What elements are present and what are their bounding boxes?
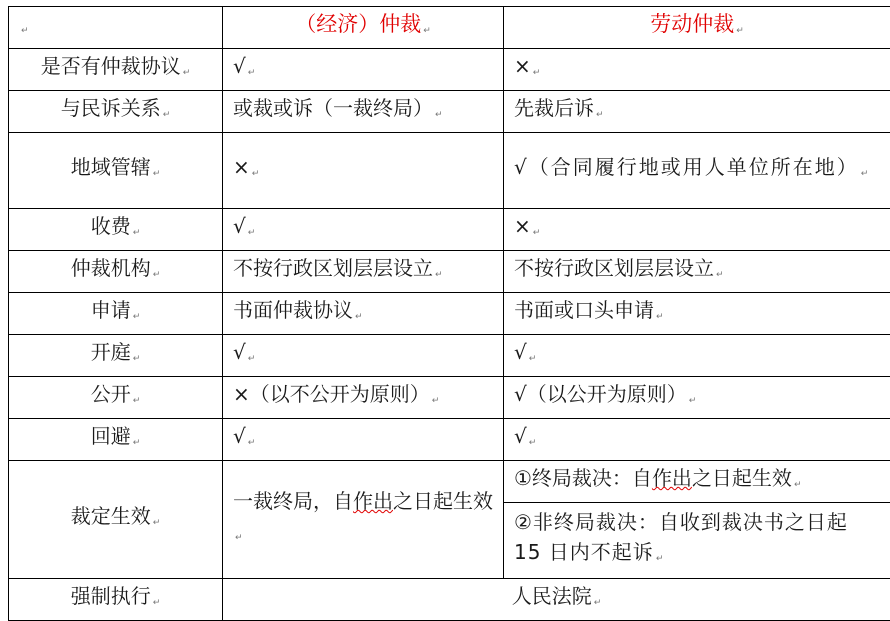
paragraph-mark: ↵ — [533, 228, 541, 238]
labor-value-cell: √ ↵ — [504, 419, 890, 461]
economic-value-cell: × ↵ — [223, 133, 504, 209]
row-label: 申请 ↵ — [9, 293, 223, 335]
paragraph-mark: ↵ — [183, 68, 191, 78]
paragraph-mark: ↵ — [248, 228, 256, 238]
paragraph-mark: ↵ — [133, 312, 141, 322]
effect-row-final — [9, 461, 890, 503]
row-label: 是否有仲裁协议 ↵ — [9, 49, 223, 91]
paragraph-mark: ↵ — [248, 68, 256, 78]
table-row — [9, 209, 890, 251]
table-row — [9, 419, 890, 461]
table-row — [9, 293, 890, 335]
table-row — [9, 335, 890, 377]
paragraph-mark: ↵ — [533, 68, 541, 78]
paragraph-mark: ↵ — [133, 354, 141, 364]
table-row — [9, 49, 890, 91]
grammar-flag: 作出 — [353, 489, 393, 513]
paragraph-mark: ↵ — [596, 110, 604, 120]
economic-value-cell: 书面仲裁协议 ↵ — [223, 293, 504, 335]
row-label: 收费 ↵ — [9, 209, 223, 251]
economic-value-cell: 或裁或诉（一裁终局） ↵ — [223, 91, 504, 133]
table-row — [9, 91, 890, 133]
paragraph-mark: ↵ — [153, 169, 161, 179]
economic-value-cell: √ ↵ — [223, 49, 504, 91]
labor-final-ruling-cell: ①终局裁决：自作出之日起生效 ↵ — [504, 461, 890, 503]
labor-value-cell: 书面或口头申请 ↵ — [504, 293, 890, 335]
paragraph-mark: ↵ — [153, 518, 161, 528]
row-label: 开庭 ↵ — [9, 335, 223, 377]
paragraph-mark: ↵ — [153, 598, 161, 608]
labor-value-cell: √（以公开为原则） ↵ — [504, 377, 890, 419]
table-row — [9, 133, 890, 209]
comparison-table — [8, 6, 890, 621]
paragraph-mark: ↵ — [435, 270, 443, 280]
row-label: 仲裁机构 ↵ — [9, 251, 223, 293]
table-row — [9, 251, 890, 293]
paragraph-mark: ↵ — [861, 169, 871, 179]
paragraph-mark: ↵ — [133, 228, 141, 238]
labor-value-cell: √（合同履行地或用人单位所在地） ↵ — [504, 133, 890, 209]
table-row — [9, 377, 890, 419]
paragraph-mark: ↵ — [252, 169, 260, 179]
paragraph-mark: ↵ — [21, 26, 29, 36]
row-label: 与民诉关系 ↵ — [9, 91, 223, 133]
paragraph-mark: ↵ — [355, 312, 363, 322]
row-label-enforce: 强制执行 ↵ — [9, 579, 223, 621]
labor-value-cell: √ ↵ — [504, 335, 890, 377]
paragraph-mark: ↵ — [529, 438, 537, 448]
paragraph-mark: ↵ — [235, 533, 243, 543]
paragraph-mark: ↵ — [153, 270, 161, 280]
paragraph-mark: ↵ — [435, 110, 443, 120]
paragraph-mark: ↵ — [248, 354, 256, 364]
grammar-flag: 作出 — [652, 466, 692, 490]
paragraph-mark: ↵ — [133, 438, 141, 448]
paragraph-mark: ↵ — [529, 354, 537, 364]
header-row — [9, 7, 890, 49]
economic-value-cell: √ ↵ — [223, 209, 504, 251]
enforce-value-cell: 人民法院 ↵ — [223, 579, 890, 621]
row-label: 公开 ↵ — [9, 377, 223, 419]
paragraph-mark: ↵ — [689, 396, 697, 406]
economic-value-cell: √ ↵ — [223, 335, 504, 377]
enforce-row — [9, 579, 890, 621]
paragraph-mark: ↵ — [594, 598, 602, 608]
economic-value-cell: ×（以不公开为原则） ↵ — [223, 377, 504, 419]
row-label: 地域管辖 ↵ — [9, 133, 223, 209]
economic-effect-cell: 一裁终局，自作出之日起生效↵ — [223, 461, 504, 579]
labor-value-cell: 先裁后诉 ↵ — [504, 91, 890, 133]
paragraph-mark: ↵ — [716, 270, 724, 280]
paragraph-mark: ↵ — [423, 26, 431, 36]
paragraph-mark: ↵ — [432, 396, 440, 406]
row-label-effect: 裁定生效 ↵ — [9, 461, 223, 579]
labor-value-cell: × ↵ — [504, 209, 890, 251]
paragraph-mark: ↵ — [248, 438, 256, 448]
paragraph-mark: ↵ — [656, 554, 665, 564]
economic-value-cell: 不按行政区划层层设立 ↵ — [223, 251, 504, 293]
labor-value-cell: × ↵ — [504, 49, 890, 91]
header-labor-arbitration: 劳动仲裁 ↵ — [504, 7, 890, 49]
paragraph-mark: ↵ — [794, 480, 802, 490]
paragraph-mark: ↵ — [133, 396, 141, 406]
labor-value-cell: 不按行政区划层层设立 ↵ — [504, 251, 890, 293]
economic-value-cell: √ ↵ — [223, 419, 504, 461]
header-economic-arbitration: （经济）仲裁 ↵ — [223, 7, 504, 49]
row-label: 回避 ↵ — [9, 419, 223, 461]
labor-nonfinal-ruling-cell: ②非终局裁决：自收到裁决书之日起 15 日内不起诉 ↵ — [504, 503, 890, 579]
paragraph-mark: ↵ — [163, 110, 171, 120]
header-corner-cell — [9, 7, 223, 49]
paragraph-mark: ↵ — [736, 26, 744, 36]
paragraph-mark: ↵ — [656, 312, 664, 322]
